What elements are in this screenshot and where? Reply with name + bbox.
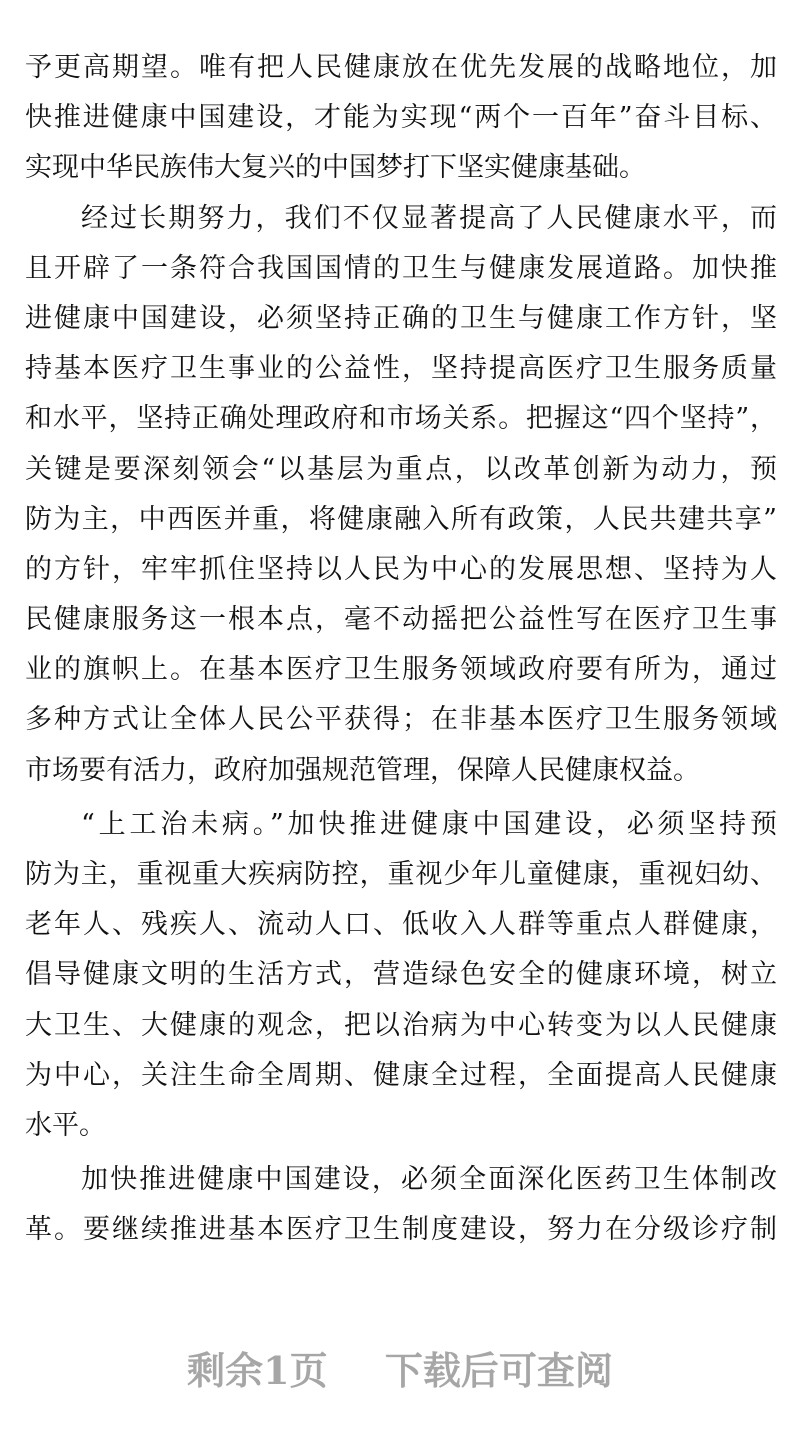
text-line: 和水平，坚持正确处理政府和市场关系。把握这“四个坚持”， — [25, 403, 777, 435]
text-line: 的方针，牢牢抓住坚持以人民为中心的发展思想、坚持为人 — [25, 553, 777, 585]
text-line: 多种方式让全体人民公平获得；在非基本医疗卫生服务领域 — [25, 704, 777, 736]
text-line: 防为主，中西医并重，将健康融入所有政策，人民共建共享” — [25, 503, 777, 535]
text-line: 予更高期望。唯有把人民健康放在优先发展的战略地位，加 — [25, 52, 777, 83]
text-line: 倡导健康文明的生活方式，营造绿色安全的健康环境，树立 — [25, 959, 777, 991]
text-line: 革。要继续推进基本医疗卫生制度建设，努力在分级诊疗制 — [25, 1214, 777, 1246]
text-line: 市场要有活力，政府加强规范管理，保障人民健康权益。 — [25, 754, 700, 786]
text-line: 大卫生、大健康的观念，把以治病为中心转变为以人民健康 — [25, 1009, 777, 1041]
document-body — [25, 46, 777, 1259]
text-line: 实现中华民族伟大复兴的中国梦打下坚实健康基础。 — [25, 152, 646, 184]
text-line: 快推进健康中国建设，才能为实现“两个一百年”奋斗目标、 — [25, 102, 777, 134]
text-line: 进健康中国建设，必须坚持正确的卫生与健康工作方针，坚 — [25, 302, 777, 334]
download-prompt[interactable] — [0, 1340, 800, 1395]
text-line: 民健康服务这一根本点，毫不动摇把公益性写在医疗卫生事 — [25, 604, 777, 636]
text-line: 持基本医疗卫生事业的公益性，坚持提高医疗卫生服务质量 — [25, 353, 777, 385]
text-line: 水平。 — [25, 1109, 106, 1141]
text-line: 老年人、残疾人、流动人口、低收入人群等重点人群健康， — [25, 909, 777, 941]
text-line: 防为主，重视重大疾病防控，重视少年儿童健康，重视妇幼、 — [25, 859, 777, 890]
text-line: 经过长期努力，我们不仅显著提高了人民健康水平，而 — [81, 202, 777, 234]
text-line: 为中心，关注生命全周期、健康全过程，全面提高人民健康 — [25, 1059, 777, 1091]
download-to-view-label[interactable]: 下载后可查阅 — [384, 1348, 613, 1393]
text-line: 且开辟了一条符合我国国情的卫生与健康发展道路。加快推 — [25, 252, 777, 284]
text-line: 加快推进健康中国建设，必须全面深化医药卫生体制改 — [81, 1164, 777, 1196]
remaining-pages-label: 剩余1页 — [187, 1348, 328, 1393]
text-line: “上工治未病。”加快推进健康中国建设，必须坚持预 — [81, 808, 777, 840]
text-line: 关键是要深刻领会“以基层为重点，以改革创新为动力，预 — [25, 453, 777, 485]
text-line: 业的旗帜上。在基本医疗卫生服务领域政府要有所为，通过 — [25, 654, 777, 686]
